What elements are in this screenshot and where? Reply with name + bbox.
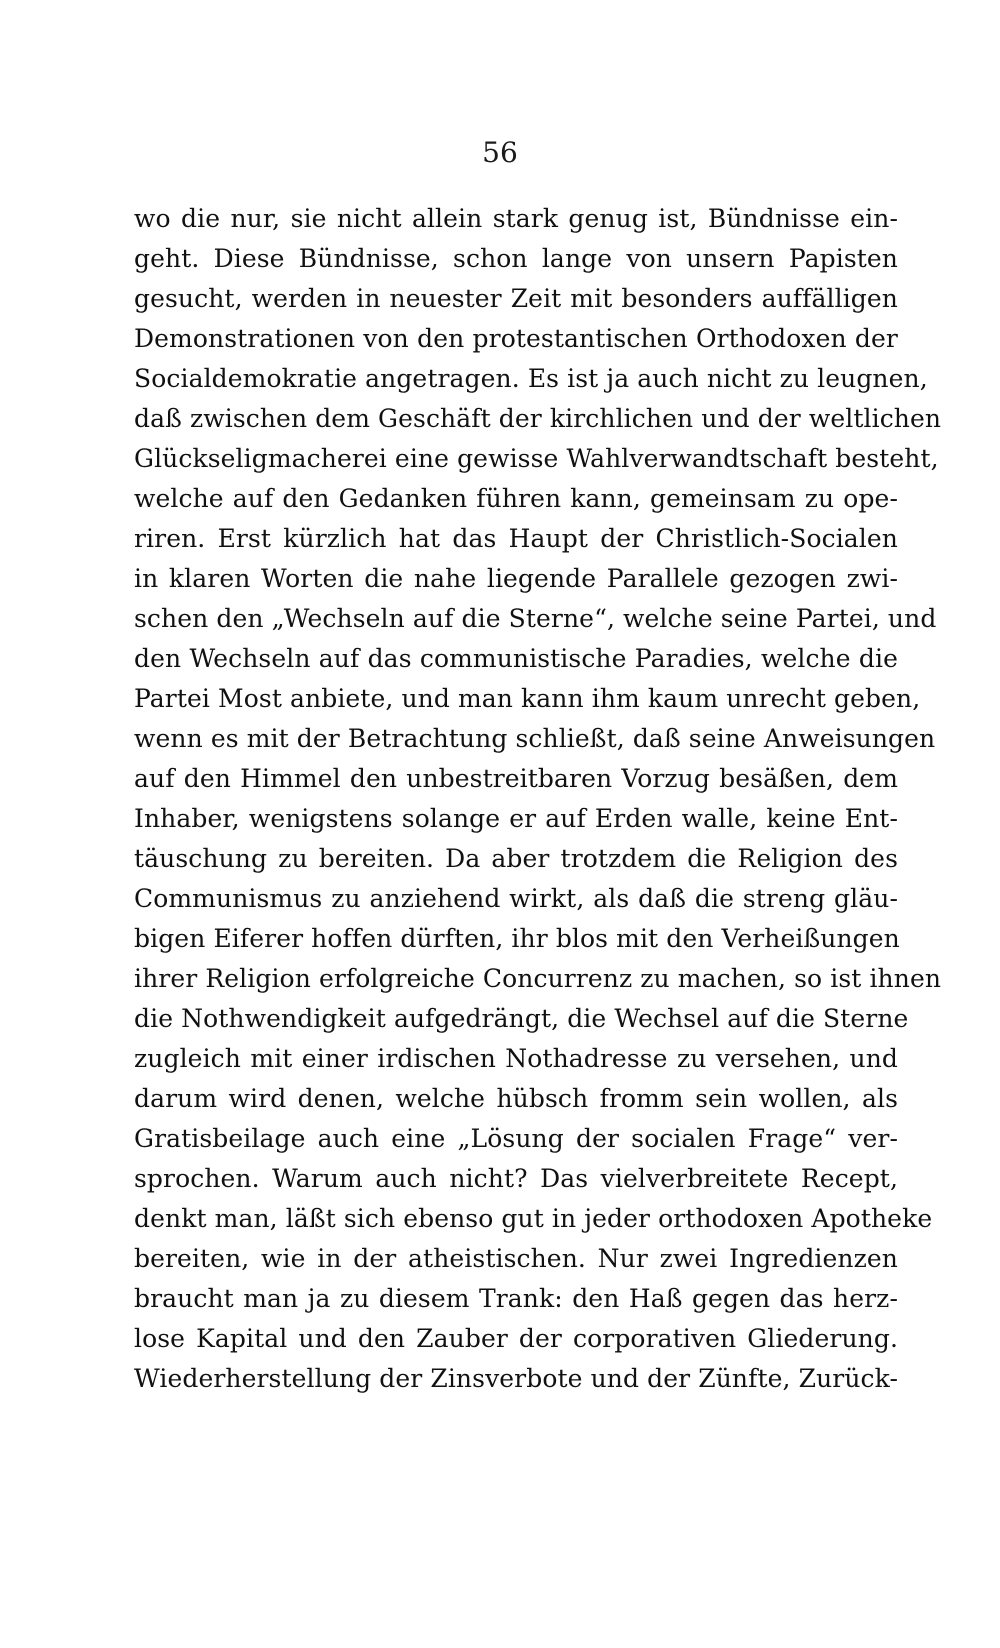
text-line: täuschung zu bereiten. Da aber trotzdem die Religion des: [134, 844, 898, 873]
text-line: bigen Eiferer hoffen dürften, ihr blos mit den Verheißungen: [134, 924, 900, 953]
text-line: Glückseligmacherei eine gewisse Wahlverwandtschaft besteht,: [134, 444, 939, 473]
text-line: schen den „Wechseln auf die Sterne“, welche seine Partei, und: [134, 604, 937, 633]
text-line: in klaren Worten die nahe liegende Parallele gezogen zwi-: [134, 564, 898, 593]
text-line: die Nothwendigkeit aufgedrängt, die Wechsel auf die Sterne: [134, 1004, 909, 1033]
text-line: Communismus zu anziehend wirkt, als daß die streng gläu-: [134, 884, 898, 913]
text-line: den Wechseln auf das communistische Paradies, welche die: [134, 644, 898, 673]
text-line: Wiederherstellung der Zinsverbote und der Zünfte, Zurück-: [134, 1364, 898, 1393]
text-line: sprochen. Warum auch nicht? Das vielverbreitete Recept,: [134, 1164, 898, 1193]
text-line: geht. Diese Bündnisse, schon lange von unsern Papisten: [134, 244, 898, 273]
text-line: denkt man, läßt sich ebenso gut in jeder orthodoxen Apotheke: [134, 1204, 933, 1233]
text-line: darum wird denen, welche hübsch fromm sein wollen, als: [134, 1084, 898, 1113]
text-line: riren. Erst kürzlich hat das Haupt der Christlich-Socialen: [134, 524, 898, 553]
text-line: welche auf den Gedanken führen kann, gemeinsam zu ope-: [134, 484, 898, 513]
body-text: [134, 199, 942, 1399]
text-line: Socialdemokratie angetragen. Es ist ja auch nicht zu leugnen,: [134, 364, 928, 393]
text-line: wenn es mit der Betrachtung schließt, daß seine Anweisungen: [134, 724, 936, 753]
text-line: gesucht, werden in neuester Zeit mit besonders auffälligen: [134, 284, 898, 313]
text-line: auf den Himmel den unbestreitbaren Vorzug besäßen, dem: [134, 764, 898, 793]
page-number: 56: [482, 136, 518, 169]
text-line: lose Kapital und den Zauber der corporativen Gliederung.: [134, 1324, 898, 1353]
text-line: braucht man ja zu diesem Trank: den Haß gegen das herz-: [134, 1284, 898, 1313]
text-line: daß zwischen dem Geschäft der kirchlichen und der weltlichen: [134, 404, 942, 433]
text-line: zugleich mit einer irdischen Nothadresse zu versehen, und: [134, 1044, 898, 1073]
text-line: ihrer Religion erfolgreiche Concurrenz zu machen, so ist ihnen: [134, 964, 942, 993]
text-line: Gratisbeilage auch eine „Lösung der socialen Frage“ ver-: [134, 1124, 898, 1153]
text-line: bereiten, wie in der atheistischen. Nur zwei Ingredienzen: [134, 1244, 898, 1273]
text-line: wo die nur, sie nicht allein stark genug ist, Bündnisse ein-: [134, 204, 898, 233]
text-line: Inhaber, wenigstens solange er auf Erden walle, keine Ent-: [134, 804, 898, 833]
text-line: Partei Most anbiete, und man kann ihm kaum unrecht geben,: [134, 684, 921, 713]
text-line: Demonstrationen von den protestantischen Orthodoxen der: [134, 324, 898, 353]
